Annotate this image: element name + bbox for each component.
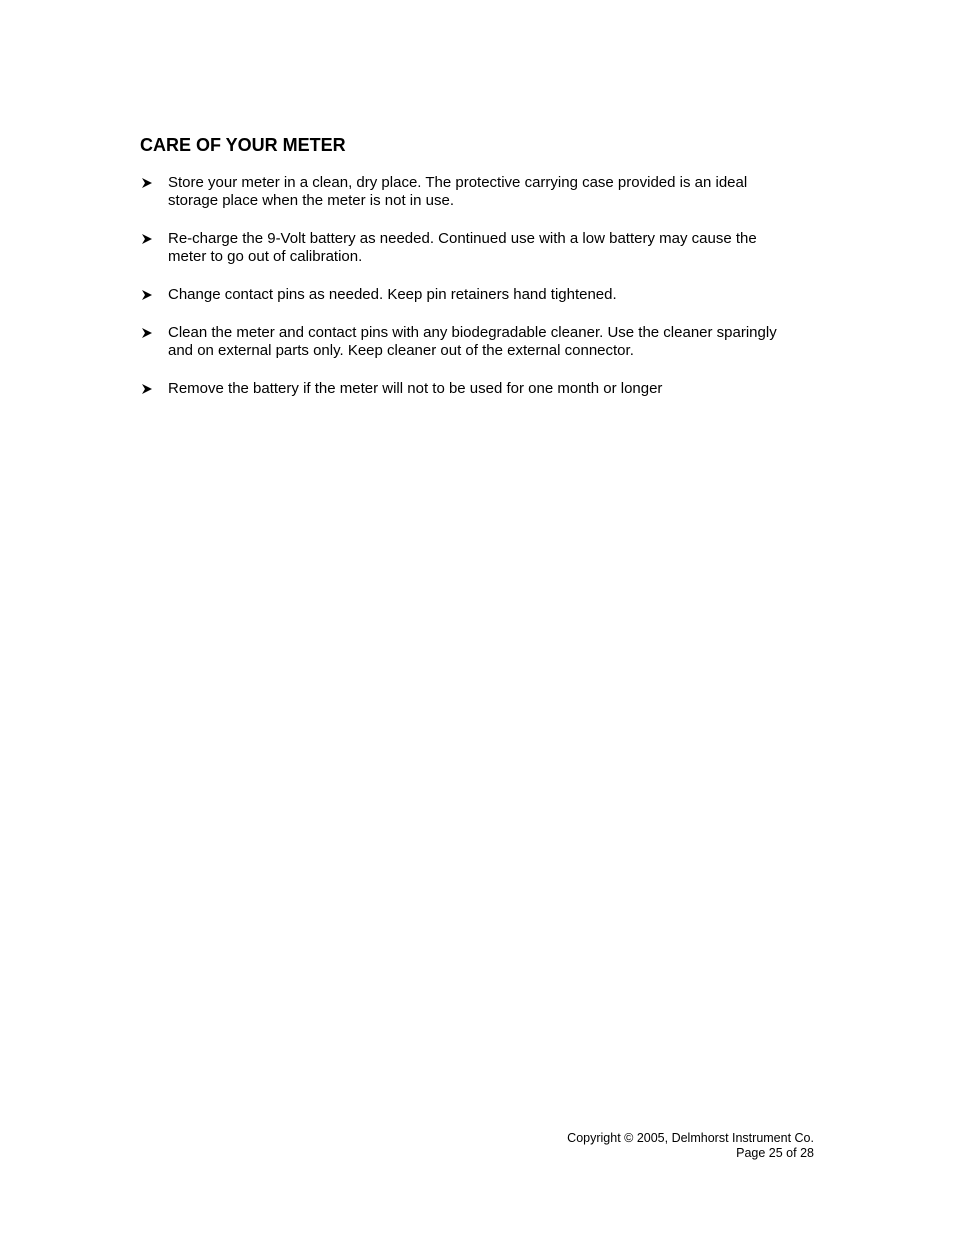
arrowhead-bullet-icon bbox=[140, 286, 154, 304]
care-bullet-list bbox=[140, 174, 820, 418]
arrowhead-bullet-icon bbox=[140, 230, 154, 248]
section-title: CARE OF YOUR METER bbox=[140, 135, 346, 155]
list-item bbox=[140, 380, 820, 398]
arrowhead-bullet-icon bbox=[140, 380, 154, 398]
arrowhead-bullet-icon bbox=[140, 174, 154, 192]
bullet-text-line: Store your meter in a clean, dry place. The protective carrying case provided is an ideal bbox=[168, 174, 748, 191]
bullet-text-line: Remove the battery if the meter will not to be used for one month or longer bbox=[168, 380, 663, 397]
page-footer bbox=[567, 1131, 814, 1161]
bullet-text-line: Re-charge the 9-Volt battery as needed. Continued use with a low battery may cause the bbox=[168, 230, 757, 247]
page-number: Page 25 of 28 bbox=[736, 1146, 814, 1160]
copyright-notice: Copyright © 2005, Delmhorst Instrument Co. bbox=[567, 1131, 814, 1145]
bullet-text-line: Clean the meter and contact pins with any biodegradable cleaner. Use the cleaner sparingly bbox=[168, 324, 777, 341]
bullet-text-line: Change contact pins as needed. Keep pin retainers hand tightened. bbox=[168, 286, 617, 303]
list-item bbox=[140, 324, 820, 360]
list-item bbox=[140, 230, 820, 266]
list-item bbox=[140, 286, 820, 304]
list-item bbox=[140, 174, 820, 210]
bullet-text-line: meter to go out of calibration. bbox=[168, 248, 363, 265]
bullet-text-line: storage place when the meter is not in use. bbox=[168, 192, 454, 209]
bullet-text-line: and on external parts only. Keep cleaner out of the external connector. bbox=[168, 342, 634, 359]
arrowhead-bullet-icon bbox=[140, 324, 154, 342]
